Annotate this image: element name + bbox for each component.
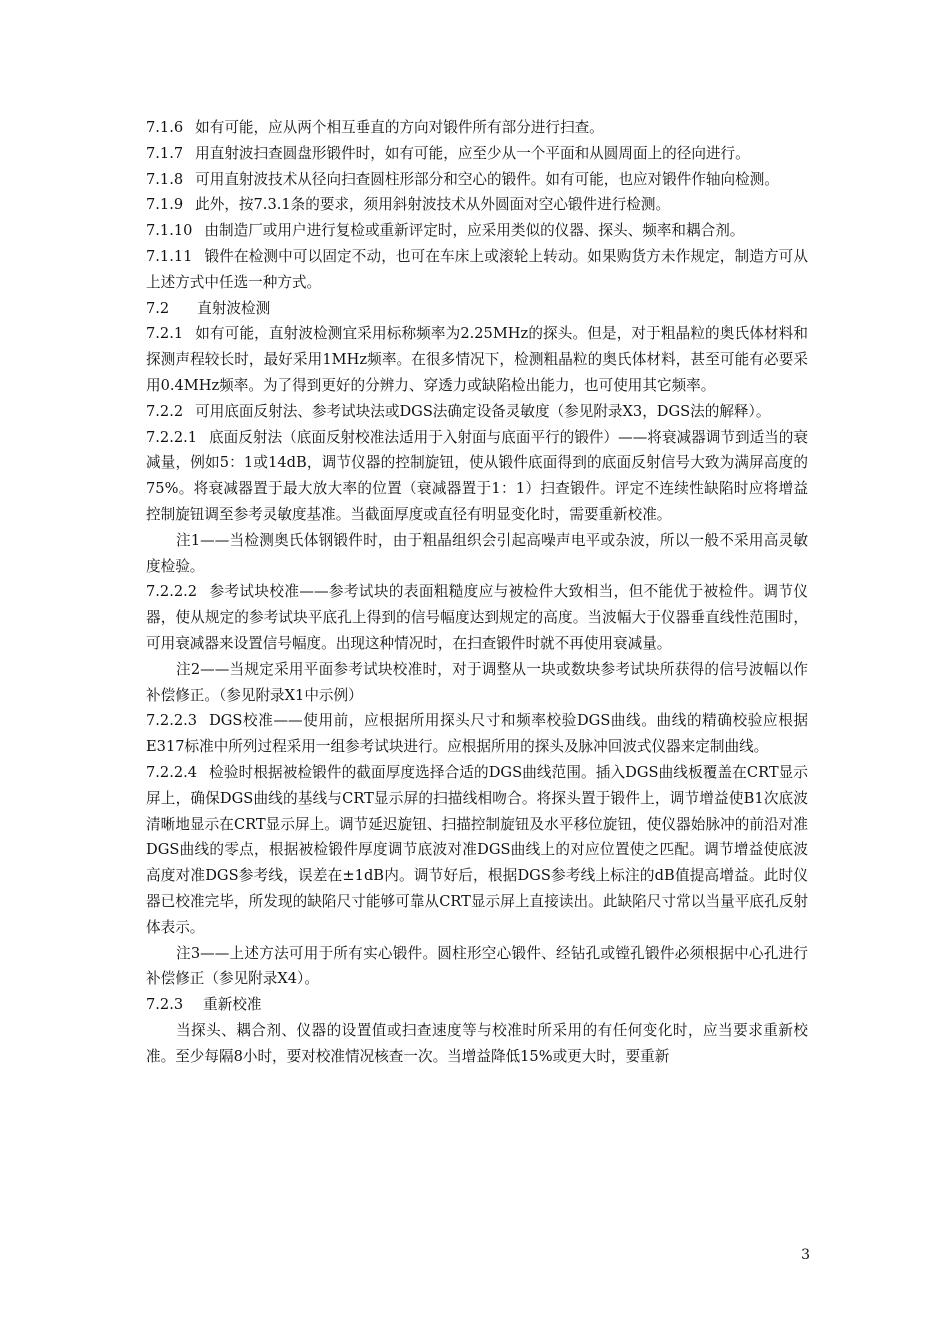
section-number: 7.2: [146, 299, 170, 317]
section-number: 7.2.2.2: [146, 583, 198, 601]
section-number: 7.1.8: [146, 170, 184, 188]
note-2: [146, 657, 808, 709]
paragraph-text: 检验时根据被检锻件的截面厚度选择合适的DGS曲线范围。插入DGS曲线板覆盖在CRT显示屏上，确保DGS曲线的基线与CRT显示屏的扫描线相吻合。将探头置于锻件上，调节增益使B1次底波清晰地显示在CRT显示屏上。调节延迟旋钮、扫描控制旋钮及水平移位旋钮，使仪器始脉冲的前沿对准DGS曲线的零点，根据被检锻件厚度调节底波对准DGS曲线上的对应位置使之匹配。调节增益使底波高度对准DGS参考线，误差在±1dB内。调节好后，根据DGS参考线上标注的dB值提高增益。此时仪器已校准完毕，所发现的缺陷尺寸能够可靠从CRT显示屏上直接读出。此缺陷尺寸常以当量平底孔反射体表示。: [146, 763, 808, 936]
paragraph-text: 锻件在检测中可以固定不动，也可在车床上或滚轮上转动。如果购货方未作规定，制造方可从上述方式中任选一种方式。: [146, 247, 808, 291]
paragraph-text: 如有可能，直射波检测宜采用标称频率为2.25MHz的探头。但是，对于粗晶粒的奥氏体材料和探测声程较长时，最好采用1MHz频率。在很多情况下，检测粗晶粒的奥氏体材料，甚至可能有必要采用0.4MHz频率。为了得到更好的分辨力、穿透力或缺陷检出能力，也可使用其它频率。: [146, 325, 808, 394]
paragraph-text: 用直射波扫查圆盘形锻件时，如有可能，应至少从一个平面和从圆周面上的径向进行。: [195, 144, 750, 162]
section-title: 直射波检测: [197, 299, 271, 317]
section-heading-7-2: [146, 296, 808, 322]
document-body: [146, 115, 808, 1069]
paragraph-text: 如有可能，应从两个相互垂直的方向对锻件所有部分进行扫查。: [195, 119, 604, 136]
section-number: 7.1.10: [146, 222, 193, 240]
paragraph-7-1-8: [146, 167, 808, 193]
paragraph-text: DGS校准——使用前，应根据所用探头尺寸和频率校验DGS曲线。曲线的精确校验应根据E317标准中所列过程采用一组参考试块进行。应根据所用的探头及脉冲回波式仪器来定制曲线。: [146, 712, 808, 756]
paragraph-recalibration: [146, 1018, 808, 1070]
paragraph-text: 底面反射法（底面反射校准法适用于入射面与底面平行的锻件）——将衰减器调节到适当的衰减量，例如5：1或14dB，调节仪器的控制旋钮，使从锻件底面得到的底面反射信号大致为满屏高度的75%。将衰减器置于最大放大率的位置（衰减器置于1：1）扫查锻件。评定不连续性缺陷时应将增益控制旋钮调至参考灵敏度基准。当截面厚度或直径有明显变化时，需要重新校准。: [146, 428, 808, 523]
paragraph-text: 参考试块校准——参考试块的表面粗糙度应与被检件大致相当，但不能优于被检件。调节仪器，使从规定的参考试块平底孔上得到的信号幅度达到规定的高度。当波幅大于仪器垂直线性范围时，可用衰减器来设置信号幅度。出现这种情况时，在扫查锻件时就不再使用衰减量。: [146, 583, 808, 652]
paragraph-7-2-2-4: [146, 760, 808, 941]
paragraph-7-1-11: [146, 244, 808, 296]
paragraph-7-2-2: [146, 399, 808, 425]
section-heading-7-2-3: [146, 992, 808, 1018]
section-number: 7.2.3: [146, 996, 184, 1014]
paragraph-7-1-6: [146, 115, 808, 141]
paragraph-text: 可用直射波技术从径向扫查圆柱形部分和空心的锻件。如有可能，也应对锻件作轴向检测。: [195, 170, 779, 188]
section-number: 7.1.6: [146, 119, 184, 136]
section-number: 7.1.9: [146, 196, 184, 214]
paragraph-7-2-2-2: [146, 579, 808, 656]
paragraph-7-2-1: [146, 321, 808, 398]
section-title: 重新校准: [203, 996, 262, 1014]
note-text: 注1——当检测奥氏体钢锻件时，由于粗晶组织会引起高噪声电平或杂波，所以一般不采用高灵敏度检验。: [146, 531, 808, 575]
section-number: 7.2.2: [146, 402, 184, 420]
section-number: 7.1.7: [146, 144, 184, 162]
note-text: 注3——上述方法可用于所有实心锻件。圆柱形空心锻件、经钻孔或镗孔锻件必须根据中心孔进行补偿修正（参见附录X4）。: [146, 944, 808, 988]
paragraph-7-2-2-3: [146, 708, 808, 760]
paragraph-text: 此外，按7.3.1条的要求，须用斜射波技术从外圆面对空心锻件进行检测。: [195, 196, 671, 214]
section-number: 7.2.2.4: [146, 763, 198, 781]
paragraph-7-1-9: [146, 192, 808, 218]
paragraph-7-1-10: [146, 218, 808, 244]
paragraph-text: 由制造厂或用户进行复检或重新评定时，应采用类似的仪器、探头、频率和耦合剂。: [204, 222, 745, 240]
note-text: 注2——当规定采用平面参考试块校准时，对于调整从一块或数块参考试块所获得的信号波幅以作补偿修正。（参见附录X1中示例）: [146, 660, 808, 704]
section-number: 7.2.2.1: [146, 428, 198, 446]
section-number: 7.2.1: [146, 325, 184, 343]
section-number: 7.2.2.3: [146, 712, 198, 730]
paragraph-7-1-7: [146, 141, 808, 167]
note-3: [146, 941, 808, 993]
page-number: 3: [801, 1247, 810, 1263]
section-number: 7.1.11: [146, 247, 193, 265]
paragraph-text: 可用底面反射法、参考试块法或DGS法确定设备灵敏度（参见附录X3，DGS法的解释）。: [195, 402, 771, 420]
paragraph-text: 当探头、耦合剂、仪器的设置值或扫查速度等与校准时所采用的有任何变化时，应当要求重新校准。至少每隔8小时，要对校准情况核查一次。当增益降低15%或更大时，要重新: [146, 1021, 808, 1065]
note-1: [146, 528, 808, 580]
paragraph-7-2-2-1: [146, 425, 808, 528]
